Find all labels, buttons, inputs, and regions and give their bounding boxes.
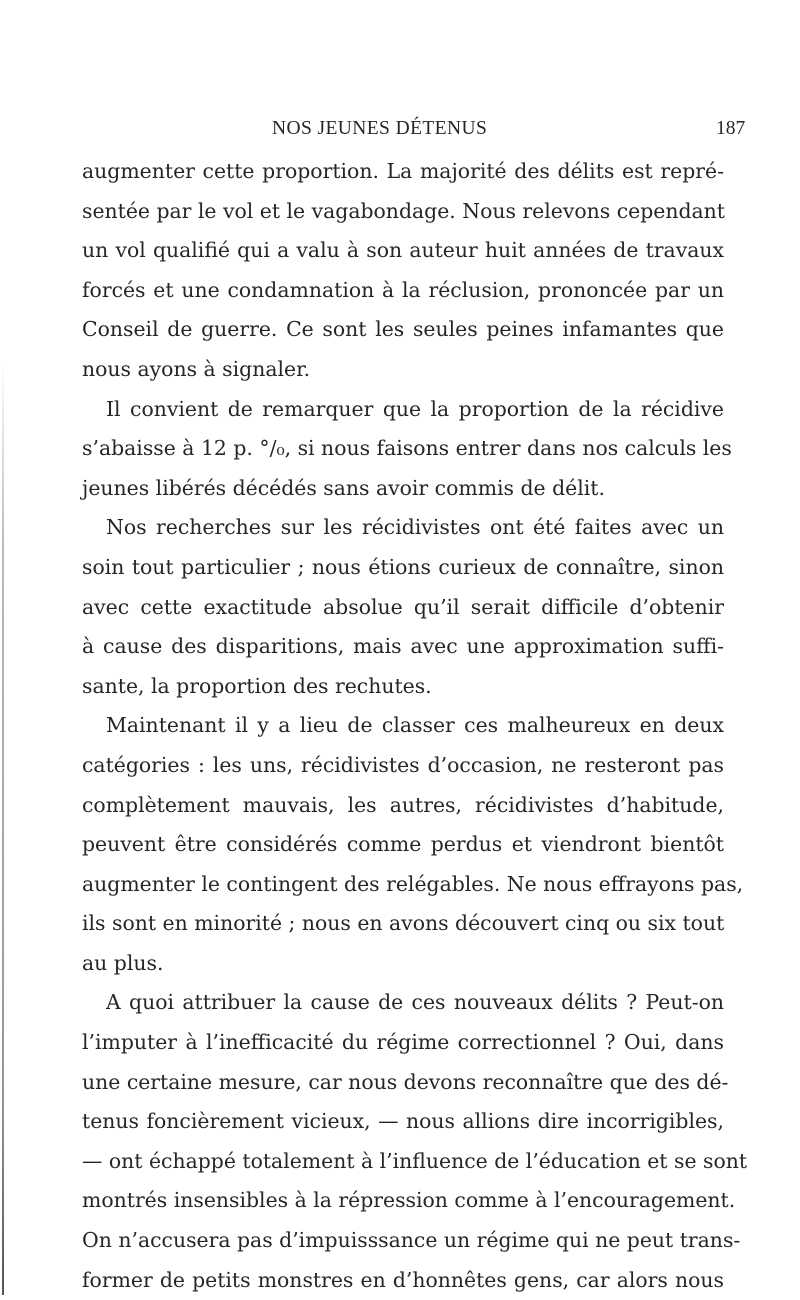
text-line: nous ayons à signaler.: [82, 356, 311, 381]
text-line: forcés et une condamnation à la réclusion, prononcée par un: [82, 277, 724, 302]
page-header: [0, 118, 800, 142]
text-line: On n’accusera pas d’impuisssance un régime qui ne peut trans-: [82, 1228, 741, 1253]
text-line: avec cette exactitude absolue qu’il serait difficile d’obtenir: [82, 594, 724, 619]
text-line: tenus foncièrement vicieux, — nous allions dire incorrigibles,: [82, 1109, 724, 1134]
text-line: — ont échappé totalement à l’influence de l’éducation et se sont: [82, 1148, 748, 1173]
text-line: un vol qualifié qui a valu à son auteur huit années de travaux: [82, 238, 724, 263]
text-line: l’imputer à l’inefficacité du régime correctionnel ? Oui, dans: [82, 1030, 724, 1055]
text-line: soin tout particulier ; nous étions curieux de connaître, sinon: [82, 554, 724, 579]
text-line: Conseil de guerre. Ce sont les seules peines infamantes que: [82, 317, 724, 342]
text-line: former de petits monstres en d’honnêtes gens, car alors nous: [82, 1267, 724, 1292]
page-edge-shadow: [2, 360, 4, 1295]
text-line: Il convient de remarquer que la proportion de la récidive: [106, 396, 724, 421]
body-text: [82, 152, 748, 1300]
text-line: ils sont en minorité ; nous en avons découvert cinq ou six tout: [82, 911, 725, 936]
text-line: à cause des disparitions, mais avec une approximation suffi-: [82, 634, 724, 659]
text-line: Maintenant il y a lieu de classer ces malheureux en deux: [106, 713, 724, 738]
text-line: jeunes libérés décédés sans avoir commis de délit.: [82, 475, 605, 500]
text-line: montrés insensibles à la répression comme à l’encouragement.: [82, 1188, 736, 1213]
text-line: augmenter le contingent des relégables. Ne nous effrayons pas,: [82, 871, 744, 896]
text-line: s’abaisse à 12 p. °/₀, si nous faisons entrer dans nos calculs les: [82, 436, 732, 461]
text-line: au plus.: [82, 950, 164, 975]
text-line: catégories : les uns, récidivistes d’occasion, ne resteront pas: [82, 752, 724, 777]
text-line: peuvent être considérés comme perdus et viendront bientôt: [82, 832, 724, 857]
text-line: sante, la proportion des rechutes.: [82, 673, 432, 698]
page-number: 187: [716, 118, 746, 139]
text-line: sentée par le vol et le vagabondage. Nous relevons cependant: [82, 198, 725, 223]
running-head: NOS JEUNES DÉTENUS: [272, 118, 488, 139]
text-line: une certaine mesure, car nous devons reconnaître que des dé-: [82, 1069, 729, 1094]
text-line: A quoi attribuer la cause de ces nouveaux délits ? Peut-on: [106, 990, 724, 1015]
text-line: augmenter cette proportion. La majorité des délits est repré-: [82, 159, 724, 183]
text-line: Nos recherches sur les récidivistes ont été faites avec un: [106, 515, 724, 540]
text-line: complètement mauvais, les autres, récidivistes d’habitude,: [82, 792, 724, 817]
